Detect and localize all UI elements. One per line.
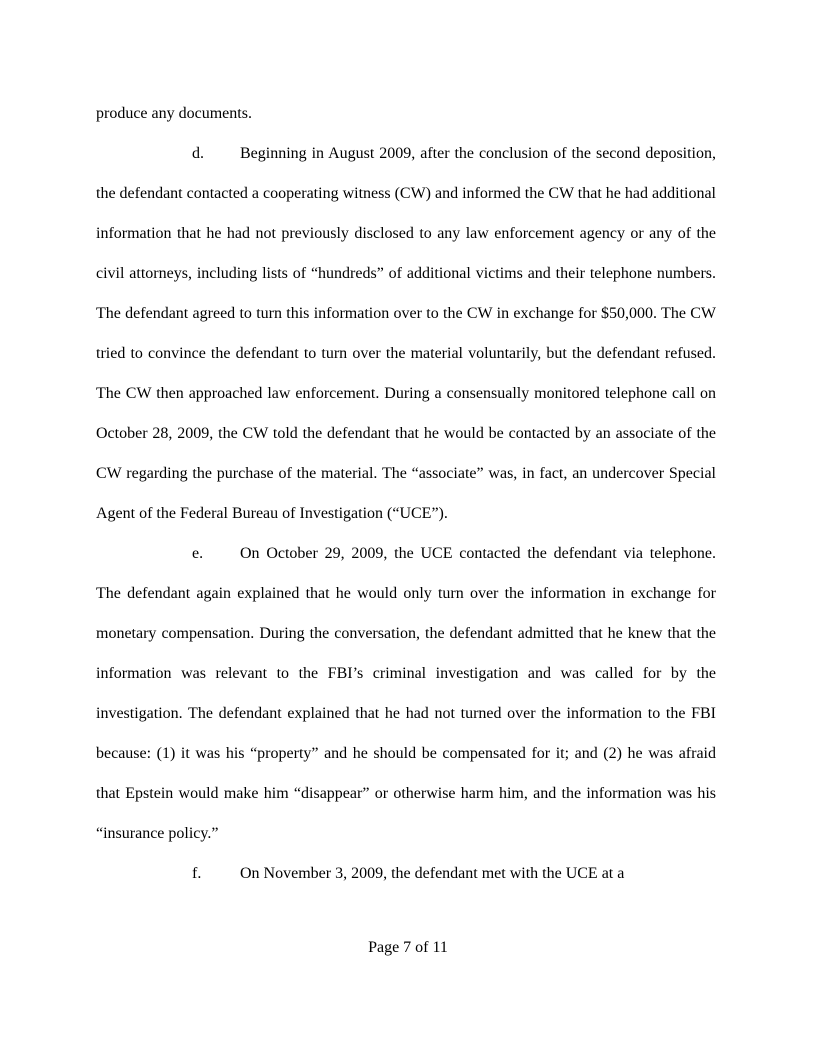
paragraph-text: On October 29, 2009, the UCE contacted the defendant via telephone. The defendant again explained that he would only turn over the information in exchange for monetary compensation. During the conversation, the defendant admitted that he knew that the information was relevant to the FBI’s criminal investigation and was called for by the investigation. The defendant explained that he had not turned over the information to the FBI because: (1) it was his “property” and he should be compensated for it; and (2) he was afraid that Epstein would make him “disappear” or otherwise harm him, and the information was his “insurance policy.” [96,545,716,842]
document-body [96,94,716,894]
paragraph-d [96,134,716,534]
paragraph-letter: e. [192,545,204,562]
page-number-footer: Page 7 of 11 [368,939,448,956]
paragraph-f [96,854,716,894]
paragraph-letter: f. [192,865,202,882]
paragraph-e [96,534,716,854]
paragraph-letter: d. [192,145,204,162]
paragraph-text: Beginning in August 2009, after the conclusion of the second deposition, the defendant contacted a cooperating witness (CW) and informed the CW that he had additional information that he had not previously disclosed to any law enforcement agency or any of the civil attorneys, including lists of “hundreds” of additional victims and their telephone numbers. The defendant agreed to turn this information over to the CW in exchange for $50,000. The CW tried to convince the defendant to turn over the material voluntarily, but the defendant refused. The CW then approached law enforcement. During a consensually monitored telephone call on October 28, 2009, the CW told the defendant that he would be contacted by an associate of the CW regarding the purchase of the material. The “associate” was, in fact, an undercover Special Agent of the Federal Bureau of Investigation (“UCE”). [96,145,716,522]
paragraph-text: On November 3, 2009, the defendant met with the UCE at a [240,865,625,882]
continuation-text: produce any documents. [96,105,252,122]
